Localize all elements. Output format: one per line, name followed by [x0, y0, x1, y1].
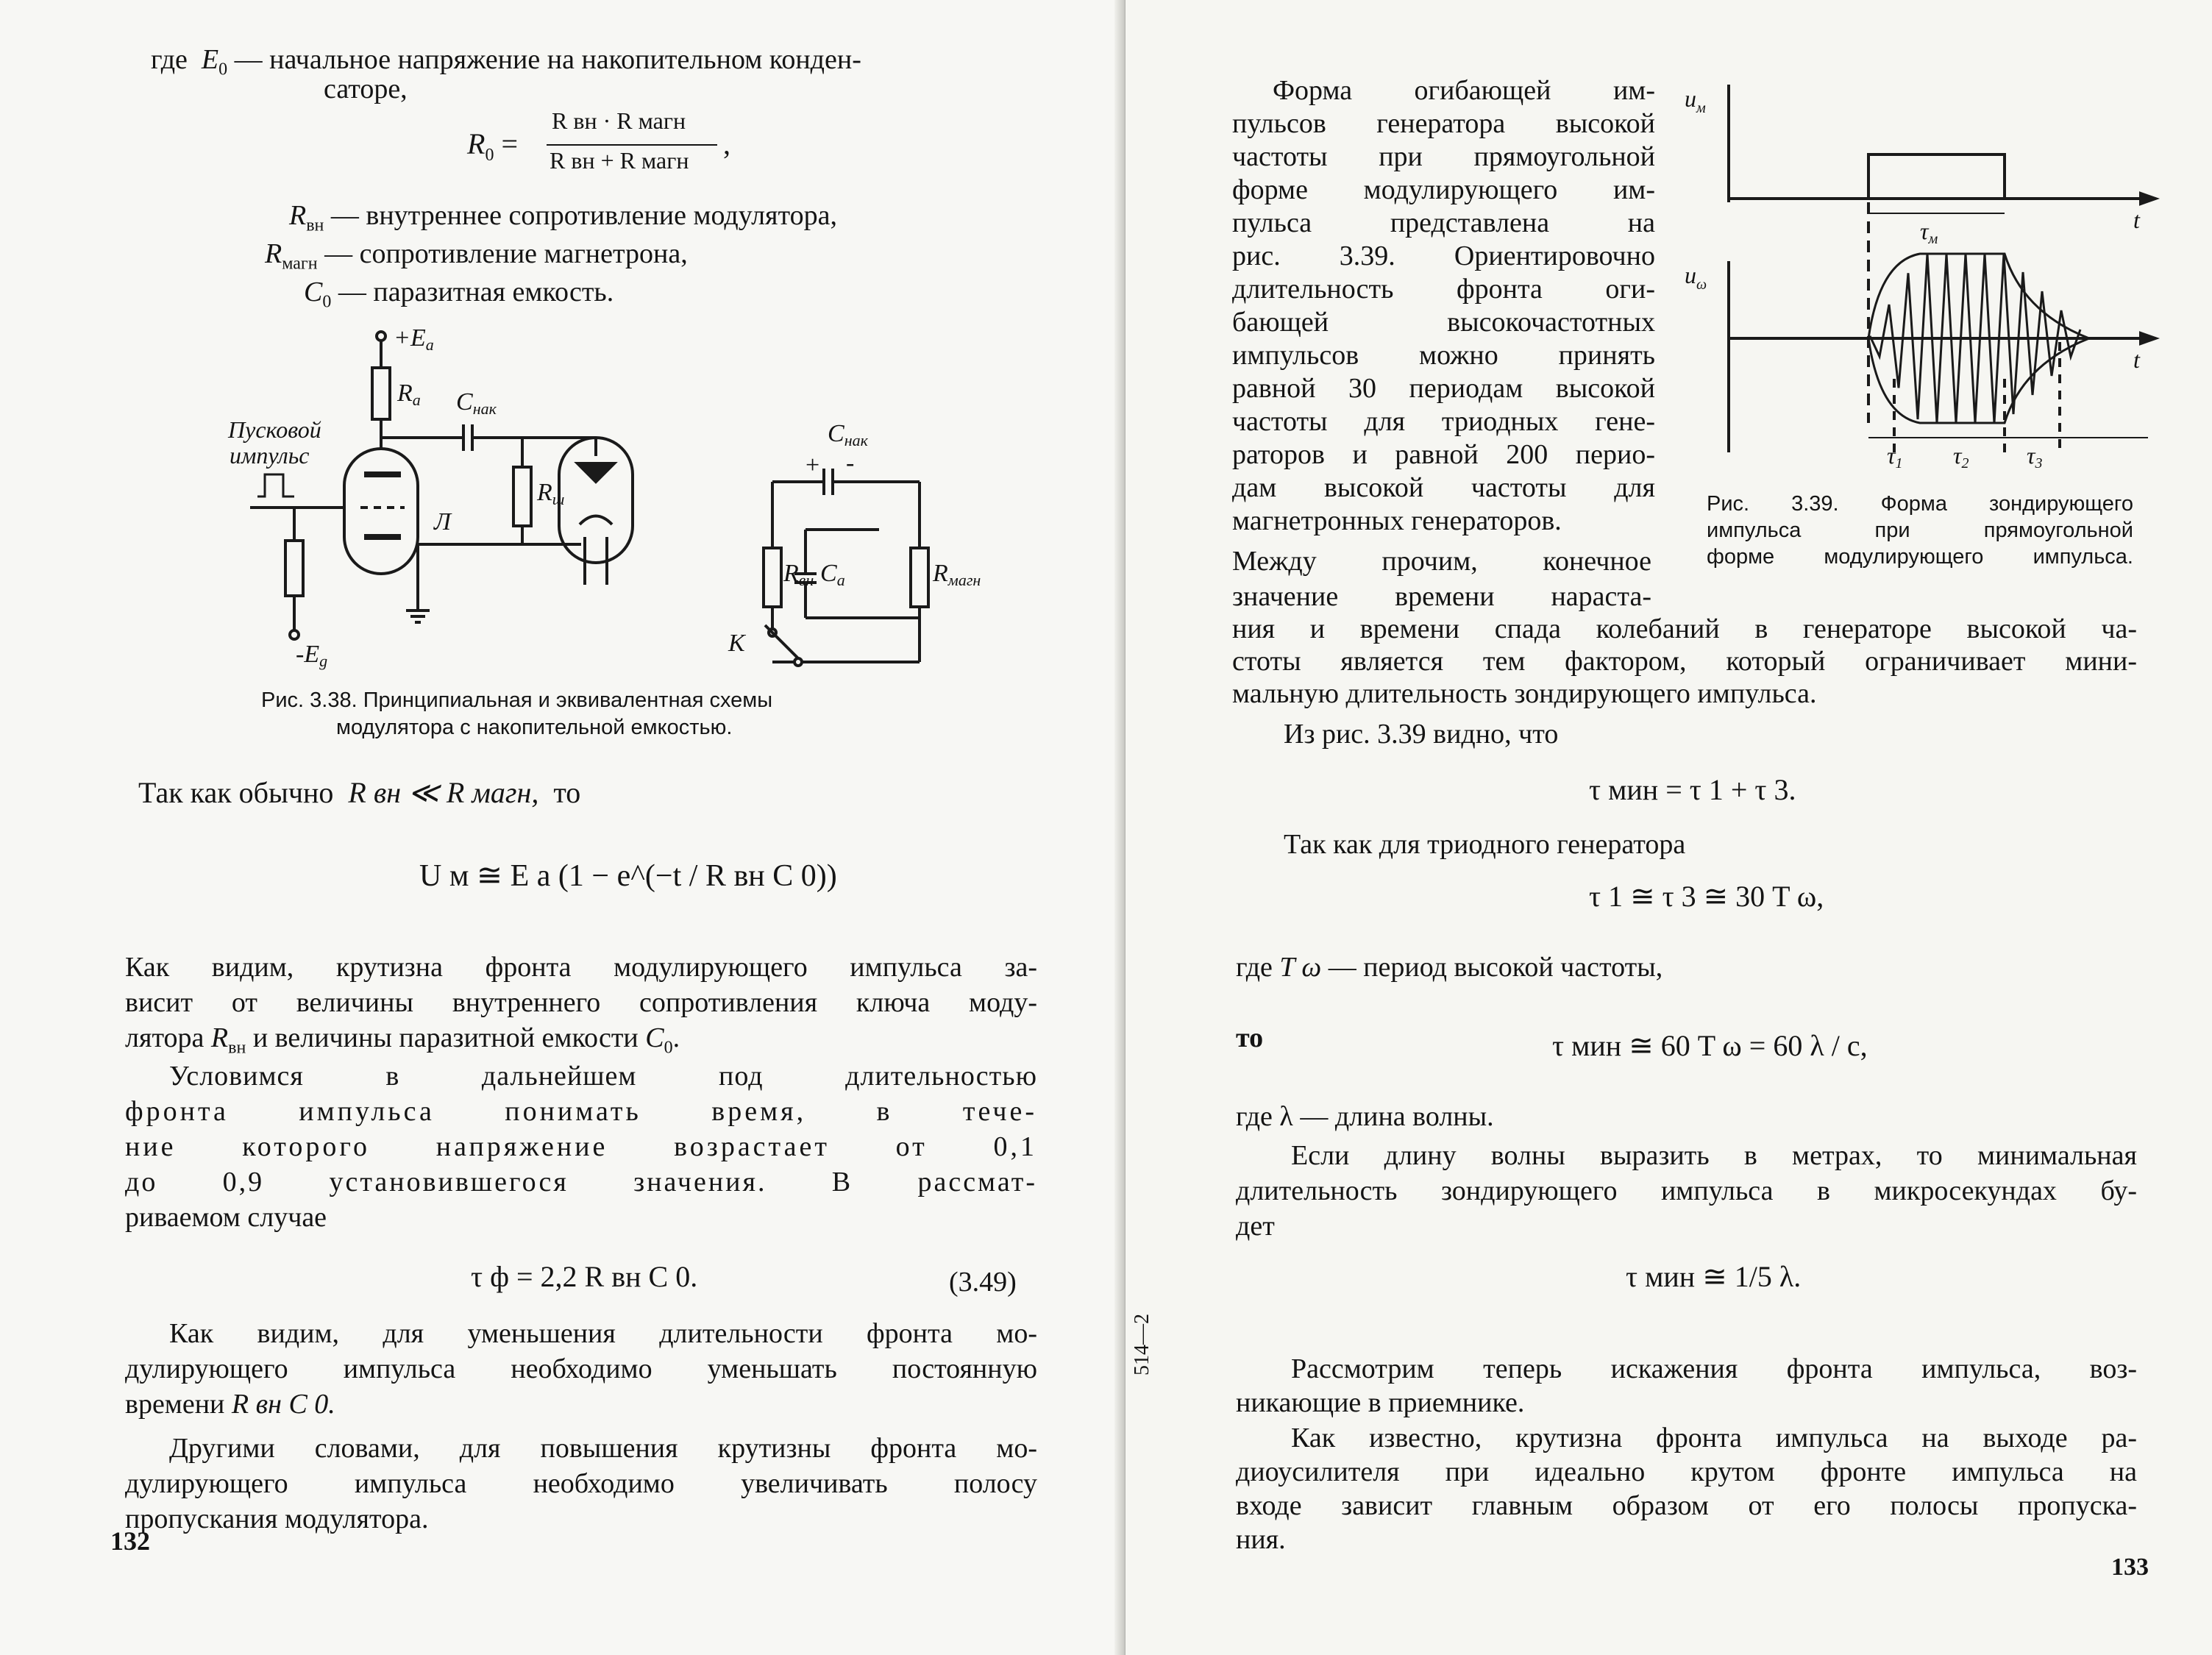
svg-text:Rвн: Rвн [783, 560, 814, 589]
r-para5-line4: ния. [1236, 1524, 1286, 1555]
svg-text:Rш: Rш [537, 479, 565, 508]
r-para5-line2: диоусилителя при идеально крутом фронте импульса на [1236, 1456, 2137, 1487]
r-para3-line1: Если длину волны выразить в метрах, то минимальная [1291, 1140, 2137, 1171]
r-para2-line2: значение времени нараста- [1232, 581, 1651, 612]
r-para5-line1: Как известно, крутизна фронта импульса на выходе ра- [1291, 1423, 2137, 1453]
r-para1-line: пульсов генератора высокой [1232, 108, 1655, 139]
fig-3-39-caption-line2: импульса при прямоугольной [1707, 519, 2133, 542]
r-para3-line3: дет [1236, 1211, 1275, 1242]
r-para4-line1: Рассмотрим теперь искажения фронта импульса, воз- [1291, 1353, 2137, 1384]
svg-text:Ca: Ca [820, 560, 845, 589]
r0-formula: $R_0$ = R вн · R магн R вн + R магн , [467, 107, 730, 174]
from-fig-line: Из рис. 3.39 видно, что [1284, 719, 1559, 750]
svg-text:+: + [806, 452, 820, 479]
where-lambda-line: где λ — длина волны. [1236, 1101, 1494, 1132]
c0-def: $C_0$ — паразитная емкость. [304, 277, 614, 312]
r-para1-line: бающей высокочастотных [1232, 307, 1655, 338]
svg-text:t: t [2133, 207, 2140, 233]
svg-text:t: t [2133, 346, 2140, 373]
svg-text:Cнак: Cнак [456, 388, 497, 418]
svg-text:-: - [846, 449, 855, 477]
tau-min-frac-formula: τ мин ≅ 1/5 λ. [1626, 1260, 1802, 1293]
fig-3-39-caption-line3: форме модулирующего импульса. [1707, 545, 2133, 569]
para1-line1: Как видим, крутизна фронта модулирующего импульса за- [125, 952, 1037, 983]
since-triode-line: Так как для триодного генератора [1284, 829, 1686, 860]
page-number-left: 132 [110, 1526, 150, 1556]
svg-text:Cнак: Cнак [828, 420, 868, 449]
svg-text:-Eg: -Eg [296, 641, 328, 670]
r-para2-line3: ния и времени спада колебаний в генераторе высокой ча- [1232, 613, 2137, 644]
fig-3-39-waveform [1677, 70, 2177, 482]
page-number-right: 133 [2111, 1553, 2149, 1581]
svg-text:uω: $u_\omega$ [1685, 262, 1707, 293]
r-para1-line: длительность фронта оги- [1232, 274, 1655, 305]
r-para1-line: дам высокой частоты для [1232, 472, 1655, 503]
r-para1-line: форме модулирующего им- [1232, 174, 1655, 205]
svg-text:uм: $u_м$ [1685, 85, 1706, 116]
para2-line4: до 0,9 установившегося значения. В рассмат- [125, 1167, 1037, 1197]
then-word: то [1236, 1022, 1264, 1053]
para2-line3: ние которого напряжение возрастает от 0,1 [125, 1131, 1037, 1162]
equation-number: (3.49) [949, 1267, 1017, 1298]
since-line: Так как обычно R вн ≪ R магн, то [138, 776, 581, 809]
where-e0-line: где $E_0$ — начальное напряжение на накопительном конден- [151, 44, 861, 79]
svg-text:τм: τм [1920, 218, 1938, 247]
svg-text:Rмагн: Rмагн [933, 560, 981, 589]
right-page [1125, 0, 2212, 1655]
tau-f-formula: τ ф = 2,2 R вн C 0. [471, 1260, 698, 1293]
rvn-def: $R_{вн}$ — внутреннее сопротивление модулятора, [289, 200, 838, 235]
e0-desc-line2: саторе, [324, 74, 408, 104]
r-para1-line: равной 30 периодам высокой [1232, 373, 1655, 404]
fig-3-38-caption-line1: Рис. 3.38. Принципиальная и эквивалентная схемы [261, 688, 773, 712]
para2-line5: риваемом случае [125, 1202, 327, 1233]
fig-3-38-caption-line2: модулятора с накопительной емкостью. [336, 716, 733, 739]
r-para2-line1: Между прочим, конечное [1232, 546, 1651, 577]
para2-line1: Условимся в дальнейшем под длительностью [169, 1061, 1037, 1092]
para1-line3: лятора $R_{вн}$ и величины паразитной емкости $C_0$. [125, 1022, 680, 1058]
r-para1-line: частоты при прямоугольной [1232, 141, 1655, 172]
svg-text:Л: Л [434, 508, 452, 535]
para4-line3: пропускания модулятора. [125, 1503, 429, 1534]
para3-line3: времени R вн C 0. [125, 1389, 335, 1420]
svg-text:τ2: τ2 [1953, 442, 1969, 471]
r-para1-line: рис. 3.39. Ориентировочно [1232, 241, 1655, 271]
svg-text:τ3: τ3 [2027, 442, 2043, 471]
signature-mark: 514—2 [1131, 1314, 1153, 1375]
r-para1-line: магнетронных генераторов. [1232, 505, 1562, 536]
svg-text:импульс: импульс [230, 442, 310, 469]
r-para1-line: частоты для триодных гене- [1232, 406, 1655, 437]
para2-line2: фронта импульса понимать время, в тече- [125, 1096, 1037, 1127]
um-formula: U м ≅ E a (1 − e^(−t / R вн C 0)) [419, 859, 837, 893]
svg-text:τ1: τ1 [1887, 442, 1903, 471]
para3-line2: дулирующего импульса необходимо уменьшать постоянную [125, 1353, 1037, 1384]
r-para4-line2: никающие в приемнике. [1236, 1387, 1525, 1418]
r0-numerator: R вн · R магн [552, 107, 686, 134]
r-para2-line4: стоты является тем фактором, который ограничивает мини- [1232, 646, 2137, 677]
r0-denominator: R вн + R магн [550, 147, 689, 174]
r-para5-line3: входе зависит главным образом от его полосы пропуска- [1236, 1490, 2137, 1521]
svg-text:+Ea: +Ea [394, 327, 434, 354]
svg-text:Ra: Ra [397, 380, 421, 409]
r-para1-line: раторов и равной 200 перио- [1232, 439, 1655, 470]
r-para3-line2: длительность зондирующего импульса в микросекундах бу- [1236, 1175, 2137, 1206]
rmagn-def: $R_{магн}$ — сопротивление магнетрона, [265, 238, 688, 274]
para1-line2: висит от величины внутреннего сопротивления ключа моду- [125, 987, 1037, 1018]
fig-3-38-schematic [213, 327, 1023, 673]
tau13-formula: τ 1 ≅ τ 3 ≅ 30 T ω, [1589, 880, 1824, 913]
where-T-line: где T ω — период высокой частоты, [1236, 952, 1663, 983]
para4-line2: дулирующего импульса необходимо увеличивать полосу [125, 1468, 1037, 1499]
svg-text:Пусковой: Пусковой [228, 416, 321, 443]
para3-line1: Как видим, для уменьшения длительности фронта мо- [169, 1318, 1037, 1349]
tau-min-formula: τ мин = τ 1 + τ 3. [1589, 773, 1796, 806]
r-para2-line5: мальную длительность зондирующего импульса. [1232, 678, 1817, 709]
fig-3-39-caption-line1: Рис. 3.39. Форма зондирующего [1707, 492, 2133, 516]
tau-min-60-formula: τ мин ≅ 60 T ω = 60 λ / c, [1552, 1029, 1868, 1062]
svg-text:К: К [728, 630, 745, 657]
para4-line1: Другими словами, для повышения крутизны фронта мо- [169, 1433, 1037, 1464]
r-para1-line: импульсов можно принять [1232, 340, 1655, 371]
r-para1-line: пульса представлена на [1232, 207, 1655, 238]
r-para1-line: Форма огибающей им- [1273, 75, 1655, 106]
